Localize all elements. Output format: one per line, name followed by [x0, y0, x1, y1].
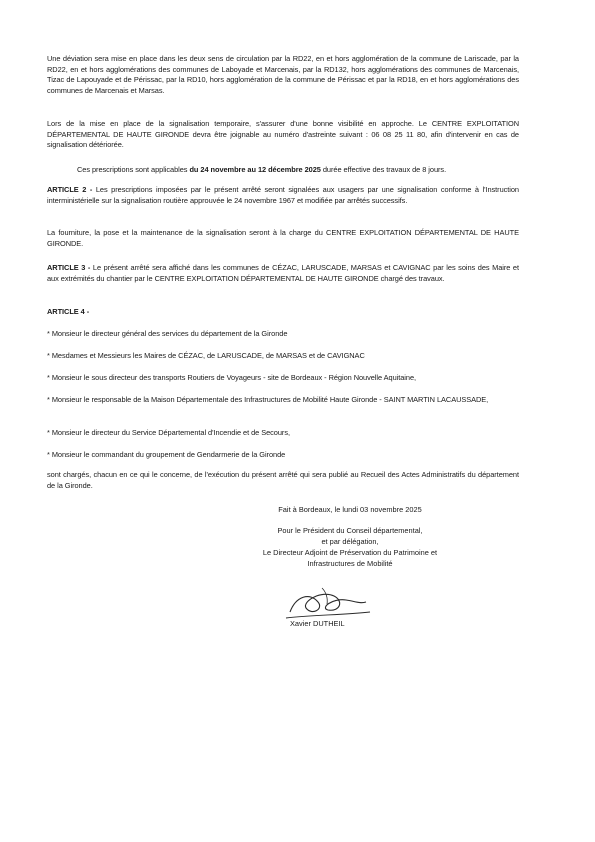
fourniture-paragraph: La fourniture, la pose et la maintenance de la signalisation seront à la charge du CENTRE EXPLOITATION DÉPARTEMENTAL DE HAUTE GIRONDE. — [47, 228, 519, 248]
list-item: * Monsieur le sous directeur des transports Routiers de Voyageurs - site de Bordeaux - Région Nouvelle Aquitaine, — [47, 373, 417, 382]
dates-range: du 24 novembre au 12 décembre 2025 — [189, 165, 321, 174]
article-2-label: ARTICLE 2 - — [47, 185, 93, 194]
article-2 — [47, 185, 519, 206]
list-item: * Monsieur le commandant du groupement de Gendarmerie de la Gironde — [47, 450, 286, 459]
list-item: * Monsieur le directeur général des services du département de la Gironde — [47, 329, 288, 338]
date-line: Fait à Bordeaux, le lundi 03 novembre 2025 — [278, 505, 422, 514]
closing-paragraph: sont chargés, chacun en ce qui le concerne, de l'exécution du présent arrêté qui sera publié au Recueil des Actes Administratifs du département de la Gironde. — [47, 470, 519, 490]
list-item: * Monsieur le directeur du Service Départemental d'Incendie et de Secours, — [47, 428, 290, 437]
signatory-line-4: Infrastructures de Mobilité — [307, 559, 393, 568]
signatory-line-1: Pour le Président du Conseil départemental, — [277, 526, 423, 535]
article-3-label: ARTICLE 3 - — [47, 263, 91, 272]
dates-text-post: durée effective des travaux de 8 jours. — [320, 165, 447, 174]
signatory-name: Xavier DUTHEIL — [290, 619, 345, 628]
dates-text-pre: Ces prescriptions sont applicables — [77, 165, 190, 174]
signalisation-paragraph: Lors de la mise en place de la signalisation temporaire, s'assurer d'une bonne visibilité en approche. Le CENTRE EXPLOITATION DÉPARTEMENTAL DE HAUTE GIRONDE devra être joignable au numéro d'astreinte suivant : 06 08 25 11 80, afin d'intervenir en cas de signalisation détériorée. — [47, 119, 519, 150]
article-4-label: ARTICLE 4 - — [47, 307, 90, 316]
dates-paragraph — [47, 165, 519, 176]
signatory-line-2: et par délégation, — [321, 537, 379, 546]
signatory-line-3: Le Directeur Adjoint de Préservation du Patrimoine et — [262, 548, 438, 557]
article-2-text: Les prescriptions imposées par le présent arrêté seront signalées aux usagers par une signalisation conforme à l'Instruction interministérielle sur la signalisation routière approuvée le 24 novembre 1967 et modifiée par arrêtés successifs. — [47, 185, 519, 205]
article-3 — [47, 263, 519, 284]
handwritten-signature — [282, 582, 372, 624]
article-3-text: Le présent arrêté sera affiché dans les communes de CÉZAC, LARUSCADE, MARSAS et CAVIGNAC par les soins des Maire et aux extrémités du chantier par le CENTRE EXPLOITATION DÉPARTEMENTAL DE HAUTE GIRONDE chargé des travaux. — [47, 263, 519, 283]
list-item: * Monsieur le responsable de la Maison Départementale des Infrastructures de Mobilité Haute Gironde - SAINT MARTIN LACAUSSADE, — [47, 395, 489, 404]
list-item: * Mesdames et Messieurs les Maires de CÉZAC, de LARUSCADE, de MARSAS et de CAVIGNAC — [47, 351, 365, 360]
deviation-paragraph: Une déviation sera mise en place dans les deux sens de circulation par la RD22, en et hors agglomération de la commune de Lariscade, par la RD22, en et hors agglomérations des communes de Laboyade et Marcenais, par la RD132, hors agglomérations des communes de Marcenais, Tizac de Lapouyade et de Périssac, par la RD10, hors agglomération de la commune de Périssac et par la RD18, en et hors agglomérations des communes de Marcenais et Marsas. — [47, 54, 519, 95]
